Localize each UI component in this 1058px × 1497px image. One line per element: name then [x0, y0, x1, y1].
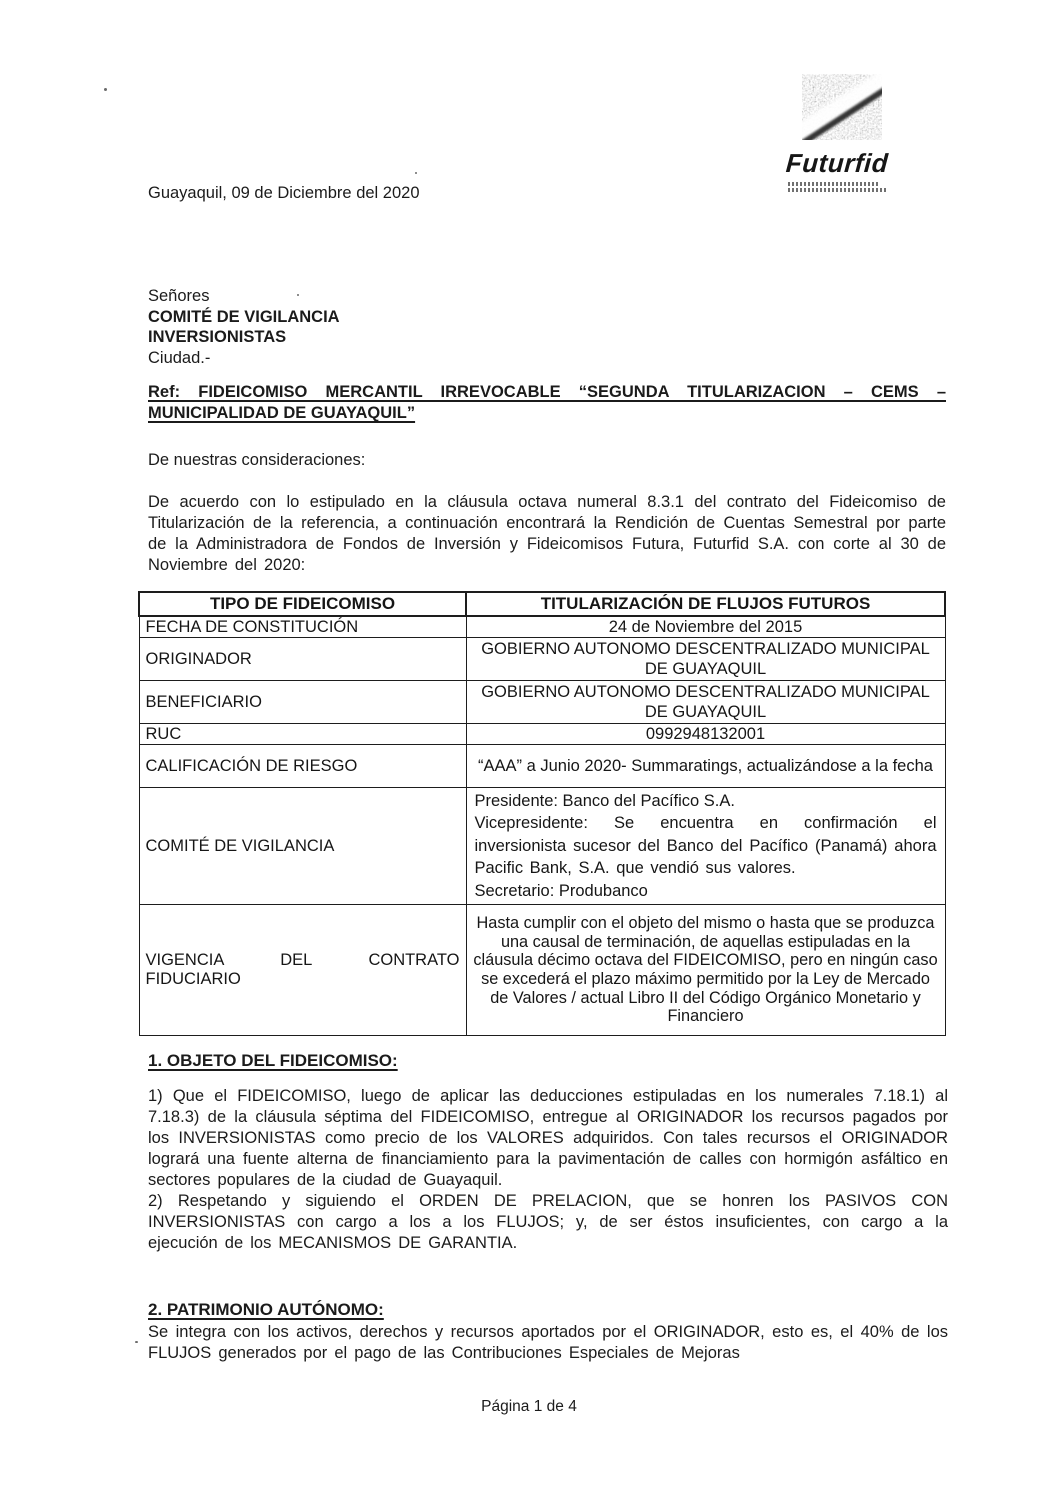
recipient-block: [148, 286, 340, 368]
row-value-fecha: 24 de Noviembre del 2015: [466, 616, 945, 638]
recipient-line1: COMITÉ DE VIGILANCIA: [148, 307, 340, 326]
section2-paragraph1: Se integra con los activos, derechos y recursos aportados por el ORIGINADOR, esto es, el 40% de los FLUJOS generados por el pago de las Contribuciones Especiales de Mejoras: [148, 1323, 948, 1362]
comite-presidente: Presidente: Banco del Pacífico S.A.: [474, 792, 735, 810]
date-line: Guayaquil, 09 de Diciembre del 2020: [148, 184, 420, 202]
section1-paragraph1: 1) Que el FIDEICOMISO, luego de aplicar las deducciones estipuladas en los numerales 7.18.1) al 7.18.3) de la cláusula séptima del FIDEICOMISO, entregue al ORIGINADOR los recursos pagados por los INVERSIONISTAS como precio de los VALORES adquiridos. Con tales recursos el ORIGINADOR logrará una fuente alterna de financiamiento para la pavimentación de calles con hormigón asfáltico en sectores populares de la ciudad de Guayaquil.: [148, 1087, 948, 1189]
tagline-noise-line: [788, 188, 888, 192]
row-label-calificacion: CALIFICACIÓN DE RIESGO: [139, 745, 466, 788]
scan-speck: [415, 172, 417, 174]
reference-line2: MUNICIPALIDAD DE GUAYAQUIL”: [148, 404, 416, 422]
section1-heading: 1. OBJETO DEL FIDEICOMISO:: [148, 1051, 398, 1070]
comite-secretario: Secretario: Produbanco: [474, 881, 648, 900]
row-value-calificacion: “AAA” a Junio 2020- Summaratings, actualizándose a la fecha: [466, 745, 945, 788]
page-number: Página 1 de 4: [481, 1398, 577, 1415]
recipient-salutation: Señores: [148, 287, 210, 305]
scan-speck: [135, 1341, 138, 1343]
row-value-beneficiario: GOBIERNO AUTONOMO DESCENTRALIZADO MUNICIPAL DE GUAYAQUIL: [466, 681, 945, 724]
row-label-beneficiario: BENEFICIARIO: [139, 681, 466, 724]
row-label-originador: ORIGINADOR: [139, 638, 466, 681]
row-value-originador: GOBIERNO AUTONOMO DESCENTRALIZADO MUNICIPAL DE GUAYAQUIL: [466, 638, 945, 681]
comite-vicepresidente: Vicepresidente: Se encuentra en confirmación el inversionista sucesor del Banco del Pacífico (Panamá) ahora Pacific Bank, S.A. que vendió sus valores.: [474, 814, 937, 878]
row-label-ruc: RUC: [139, 724, 466, 745]
row-label-comite: COMITÉ DE VIGILANCIA: [139, 788, 466, 905]
reference-heading: [148, 382, 946, 424]
row-value-comite: [466, 788, 945, 905]
section1-body: [148, 1086, 948, 1254]
row-label-vigencia: [139, 905, 466, 1036]
vigencia-label-line1: VIGENCIA DEL CONTRATO: [145, 951, 460, 970]
section2-heading: 2. PATRIMONIO AUTÓNOMO:: [148, 1300, 384, 1319]
table-header-titularizacion: TITULARIZACIÓN DE FLUJOS FUTUROS: [466, 592, 945, 616]
intro-paragraph: De acuerdo con lo estipulado en la cláusula octava numeral 8.3.1 del contrato del Fideicomiso de Titularización de la referencia, a continuación encontrará la Rendición de Cuentas Semestral por parte de la Administradora de Fondos de Inversión y Fideicomisos Futura, Futurfid S.A. con corte al 30 de Noviembre del 2020:: [148, 493, 946, 574]
table-header-tipo: TIPO DE FIDEICOMISO: [139, 592, 466, 616]
row-label-fecha: FECHA DE CONSTITUCIÓN: [139, 616, 466, 638]
row-value-ruc: 0992948132001: [466, 724, 945, 745]
greeting: De nuestras consideraciones:: [148, 451, 366, 469]
vigencia-label-line2: FIDUCIARIO: [145, 970, 241, 989]
tagline-noise-line: [788, 182, 880, 186]
recipient-line3: Ciudad.-: [148, 348, 211, 367]
section1-paragraph2: 2) Respetando y siguiendo el ORDEN DE PRELACION, que se honren los PASIVOS CON INVERSIONISTAS con cargo a los a los FLUJOS; y, de ser éstos insuficientes, con cargo a la ejecución de los MECANISMOS DE GARANTIA.: [148, 1192, 948, 1252]
recipient-line2: INVERSIONISTAS: [148, 328, 287, 346]
reference-line1: Ref: FIDEICOMISO MERCANTIL IRREVOCABLE “SEGUNDA TITULARIZACION – CEMS –: [148, 383, 946, 401]
fideicomiso-summary-table: [138, 591, 946, 1036]
row-value-vigencia: Hasta cumplir con el objeto del mismo o hasta que se produzca una causal de terminación, de aquellas estipuladas en la cláusula décimo octava del FIDEICOMISO, pero en ningún caso se excederá el plazo máximo permitido por la Ley de Mercado de Valores / actual Libro II del Código Orgánico Monetario y Financiero: [466, 905, 945, 1036]
brand-wordmark: Futurfid: [784, 148, 890, 178]
logo-tagline-illegible: [788, 182, 906, 192]
scan-speck: [104, 88, 107, 91]
logo-image: [802, 74, 882, 140]
company-logo: [786, 74, 906, 194]
